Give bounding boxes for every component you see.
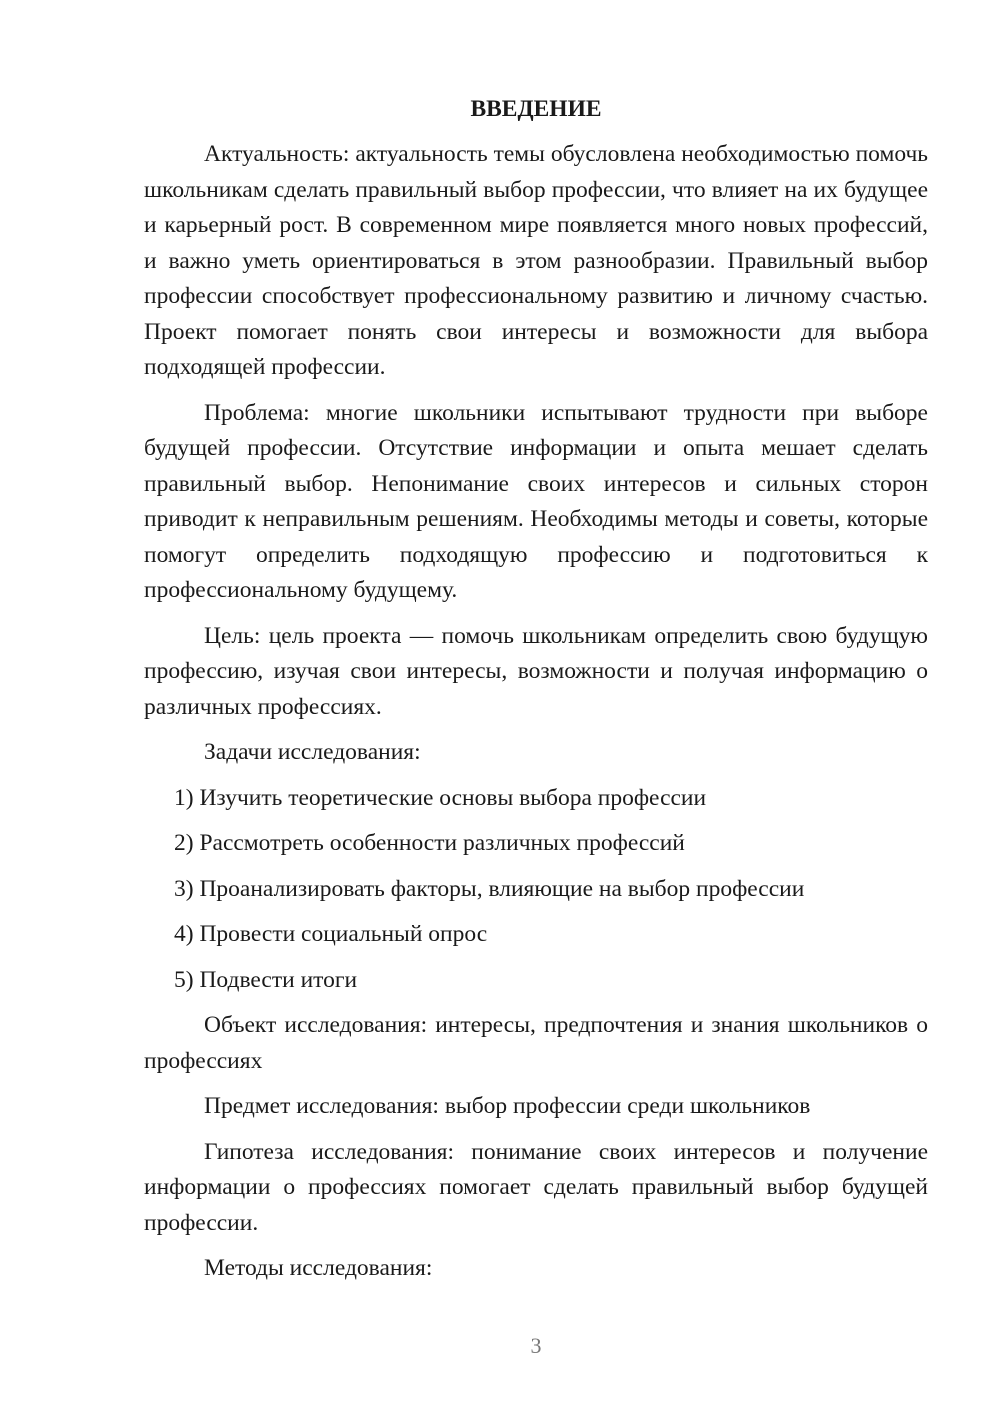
goal-paragraph: Цель: цель проекта — помочь школьникам определить свою будущую профессию, изучая свои интересы, возможности и получая информацию о различных профессиях. (144, 622, 928, 720)
page-title: ВВЕДЕНИЕ (470, 96, 602, 122)
tasks-list (144, 781, 928, 999)
list-item: 2) Рассмотреть особенности различных профессий (174, 830, 685, 856)
object-paragraph: Объект исследования: интересы, предпочтения и знания школьников о профессиях (144, 1012, 928, 1074)
hypothesis-paragraph: Гипотеза исследования: понимание своих интересов и получение информации о профессиях помогает сделать правильный выбор будущей профессии. (144, 1138, 928, 1236)
methods-heading: Методы исследования: (204, 1255, 433, 1281)
problem-paragraph: Проблема: многие школьники испытывают трудности при выборе будущей профессии. Отсутствие информации и опыта мешает сделать правильный выбор. Непонимание своих интересов и сильных сторон приводит к неправильным решениям. Необходимы методы и советы, которые помогут определить подходящую профессию и подготовиться к профессиональному будущему. (144, 399, 928, 603)
list-item: 5) Подвести итоги (174, 966, 358, 993)
list-item: 4) Провести социальный опрос (174, 921, 488, 947)
relevance-paragraph: Актуальность: актуальность темы обусловлена необходимостью помочь школьникам сделать правильный выбор профессии, что влияет на их будущее и карьерный рост. В современном мире появляется много новых профессий, и важно уметь ориентироваться в этом разнообразии. Правильный выбор профессии способствует профессиональному развитию и личному счастью. Проект помогает понять свои интересы и возможности для выбора подходящей профессии. (144, 141, 928, 380)
list-item: 3) Проанализировать факторы, влияющие на выбор профессии (174, 875, 805, 902)
page-number: 3 (530, 1333, 542, 1358)
tasks-heading: Задачи исследования: (204, 739, 421, 765)
page-content (144, 92, 928, 1297)
subject-paragraph: Предмет исследования: выбор профессии среди школьников (204, 1093, 811, 1119)
list-item: 1) Изучить теоретические основы выбора профессии (174, 784, 707, 811)
